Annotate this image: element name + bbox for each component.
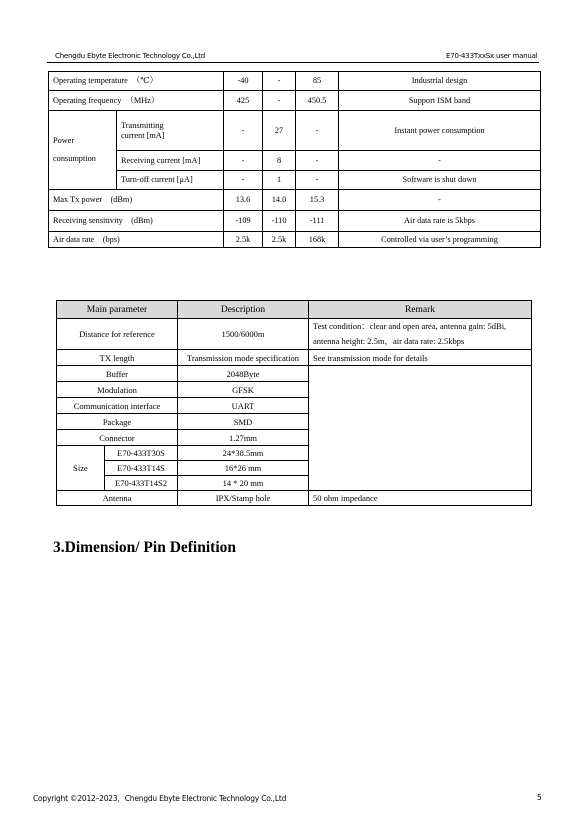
max-cell: 168k — [296, 232, 339, 248]
header-rule — [47, 62, 539, 63]
max-cell: - — [296, 151, 339, 171]
typ-cell: -110 — [263, 211, 296, 232]
desc-cell: GFSK — [178, 382, 309, 398]
table-row — [49, 91, 541, 111]
remark-cell: Air data rate is 5kbps — [339, 211, 541, 232]
desc-cell: UART — [178, 398, 309, 414]
header-remark: Remark — [309, 301, 532, 319]
param-cell: Max Tx power (dBm) — [49, 190, 224, 211]
electrical-parameters-table — [48, 71, 541, 248]
param-cell: Air data rate (bps) — [49, 232, 224, 248]
max-cell: 15.3 — [296, 190, 339, 211]
remark-cell: - — [339, 190, 541, 211]
table-row — [57, 491, 532, 506]
table-row — [57, 350, 532, 366]
remark-cell: Industrial design — [339, 72, 541, 91]
table-row — [49, 151, 541, 171]
param-cell: Antenna — [57, 491, 178, 506]
remark-cell: See transmission mode for details — [309, 350, 532, 366]
footer-copyright: Copyright ©2012–2023，Chengdu Ebyte Electronic Technology Co.,Ltd — [33, 794, 287, 803]
table-row — [57, 319, 532, 350]
header-manual-title: E70-433TxxSx user manual — [446, 52, 538, 60]
power-label-line1: Power — [53, 136, 75, 145]
max-cell: 85 — [296, 72, 339, 91]
size-model-cell: E70-433T30S — [105, 446, 178, 461]
page-number: 5 — [537, 793, 542, 802]
remark-cell-empty — [309, 366, 532, 491]
power-label-line2: consumption — [53, 154, 96, 163]
min-cell: -109 — [224, 211, 263, 232]
min-cell: -40 — [224, 72, 263, 91]
desc-cell: IPX/Stamp hole — [178, 491, 309, 506]
size-model-cell: E70-433T14S — [105, 461, 178, 476]
header-company: Chengdu Ebyte Electronic Technology Co.,Ltd — [55, 52, 206, 60]
typ-cell: 1 — [263, 171, 296, 190]
desc-cell: 2048Byte — [178, 366, 309, 382]
param-cell: Connector — [57, 430, 178, 446]
typ-cell: - — [263, 72, 296, 91]
min-cell: 2.5k — [224, 232, 263, 248]
remark-cell: - — [339, 151, 541, 171]
typ-cell: - — [263, 91, 296, 111]
desc-cell: 1.27mm — [178, 430, 309, 446]
table-row — [49, 232, 541, 248]
param-cell: Communication interface — [57, 398, 178, 414]
desc-cell: SMD — [178, 414, 309, 430]
table-row — [57, 366, 532, 382]
typ-cell: 2.5k — [263, 232, 296, 248]
max-cell: 450.5 — [296, 91, 339, 111]
max-cell: - — [296, 171, 339, 190]
remark-cell: Controlled via user’s programming — [339, 232, 541, 248]
param-cell: Operating temperature （℃） — [49, 72, 224, 91]
table-row — [49, 111, 541, 151]
remark-cell: Instant power consumption — [339, 111, 541, 151]
remark-cell: 50 ohm impedance — [309, 491, 532, 506]
transmitting-current-label: Transmitting current [mA] — [117, 111, 224, 151]
size-dim-cell: 14 * 20 mm — [178, 476, 309, 491]
header-description: Description — [178, 301, 309, 319]
desc-cell: 1500/6000m — [178, 319, 309, 350]
table-header-row — [57, 301, 532, 319]
size-label: Size — [57, 446, 105, 491]
size-model-cell: E70-433T14S2 — [105, 476, 178, 491]
size-dim-cell: 24*38.5mm — [178, 446, 309, 461]
param-cell: Modulation — [57, 382, 178, 398]
size-dim-cell: 16*26 mm — [178, 461, 309, 476]
table-row — [49, 171, 541, 190]
header-main-parameter: Main parameter — [57, 301, 178, 319]
min-cell: - — [224, 111, 263, 151]
param-cell: Distance for reference — [57, 319, 178, 350]
min-cell: - — [224, 151, 263, 171]
remark-cell: Support ISM band — [339, 91, 541, 111]
turnoff-current-label: Turn-off current [μA] — [117, 171, 224, 190]
desc-cell: Transmission mode specification — [178, 350, 309, 366]
receiving-current-label: Receiving current [mA] — [117, 151, 224, 171]
section-title: 3.Dimension/ Pin Definition — [53, 539, 237, 556]
max-cell: -111 — [296, 211, 339, 232]
param-cell: Package — [57, 414, 178, 430]
param-cell: TX length — [57, 350, 178, 366]
table-row — [49, 211, 541, 232]
remark-line: Test condition：clear and open area, antenna gain: 5dBi, — [313, 321, 507, 331]
remark-line: antenna height: 2.5m，air data rate: 2.5kbps — [313, 336, 465, 346]
min-cell: 13.6 — [224, 190, 263, 211]
min-cell: 425 — [224, 91, 263, 111]
power-consumption-label — [49, 111, 117, 190]
param-cell: Receiving sensitivity (dBm) — [49, 211, 224, 232]
remark-cell: Software is shut down — [339, 171, 541, 190]
remark-cell — [309, 319, 532, 350]
param-cell: Operating frequency （MHz） — [49, 91, 224, 111]
table-row — [49, 190, 541, 211]
main-parameters-table — [56, 300, 532, 506]
table-row — [49, 72, 541, 91]
typ-cell: 14.0 — [263, 190, 296, 211]
min-cell: - — [224, 171, 263, 190]
max-cell: - — [296, 111, 339, 151]
typ-cell: 8 — [263, 151, 296, 171]
typ-cell: 27 — [263, 111, 296, 151]
param-cell: Buffer — [57, 366, 178, 382]
